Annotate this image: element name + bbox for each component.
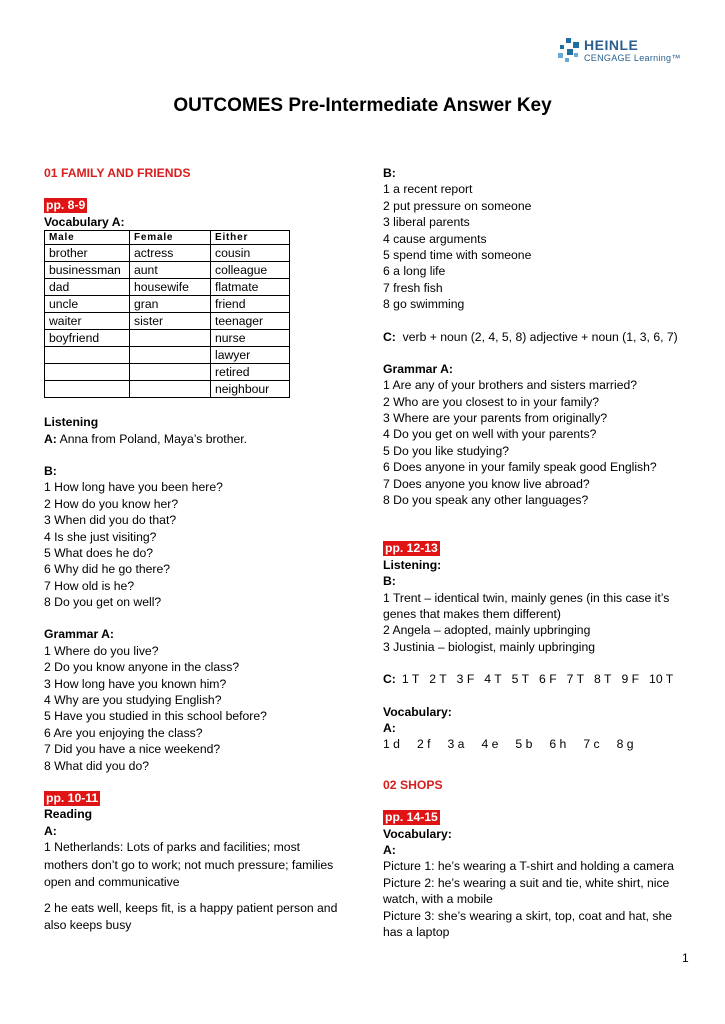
table-cell: lawyer (211, 347, 290, 364)
table-row (45, 262, 290, 279)
table-cell (130, 381, 211, 398)
list-item: 3 When did you do that? (44, 513, 177, 528)
answer-item: 4 e (481, 737, 499, 752)
page-ref-tag: pp. 8-9 (46, 198, 86, 213)
table-cell: friend (211, 296, 290, 313)
list-item: 4 cause arguments (383, 231, 487, 246)
page-title: OUTCOMES Pre-Intermediate Answer Key (173, 95, 552, 116)
table-header-female: Female (130, 231, 211, 245)
table-cell (45, 381, 130, 398)
list-item: 1 a recent report (383, 182, 473, 197)
answer-item: 1 T (401, 672, 420, 687)
answer-item: 3 F (456, 672, 475, 687)
table-row (45, 381, 290, 398)
vocabulary-table (44, 230, 290, 398)
answer-item: 10 T (649, 672, 674, 687)
page-number: 1 (682, 951, 689, 965)
table-cell: waiter (45, 313, 130, 330)
table-cell: boyfriend (45, 330, 130, 347)
list-item: 5 Have you studied in this school before? (44, 709, 267, 724)
list-item: 5 spend time with someone (383, 247, 532, 262)
table-cell: colleague (211, 262, 290, 279)
table-row (45, 313, 290, 330)
table-cell: businessman (45, 262, 130, 279)
picture-answer-2: Picture 2: he’s wearing a suit and tie, white shirt, nice watch, with a mobile (383, 875, 670, 907)
vocabulary-heading: Vocabulary: (383, 704, 452, 719)
list-item: 3 How long have you known him? (44, 676, 227, 691)
list-item: 8 go swimming (383, 297, 465, 312)
listening-answer-2: 2 Angela – adopted, mainly upbringing (383, 623, 591, 638)
list-item: 4 Is she just visiting? (44, 529, 157, 544)
listening-answer-3: 3 Justinia – biologist, mainly upbringing (383, 639, 596, 654)
list-item: 3 liberal parents (383, 215, 470, 230)
exercise-c-answer (383, 329, 683, 345)
vocabulary-a-label: A: (383, 842, 396, 857)
table-cell: sister (130, 313, 211, 330)
answer-item: 7 T (566, 672, 585, 687)
right-column (383, 165, 683, 940)
left-column (44, 165, 344, 935)
table-cell (45, 364, 130, 381)
logo-mark-icon (556, 38, 582, 64)
picture-answer-3: Picture 3: she’s wearing a skirt, top, coat and hat, she has a laptop (383, 908, 673, 939)
answer-item: 5 T (511, 672, 530, 687)
answer-item: 6 h (549, 737, 567, 752)
table-row (45, 245, 290, 262)
list-item: 2 Who are you closest to in your family? (383, 394, 600, 409)
answer-label: A: (44, 431, 57, 446)
collocation-list (383, 181, 683, 312)
table-cell: uncle (45, 296, 130, 313)
list-item: 7 How old is he? (44, 578, 135, 593)
list-item: 2 put pressure on someone (383, 198, 532, 213)
list-item: 6 a long life (383, 264, 446, 279)
list-item: 8 Do you speak any other languages? (383, 493, 589, 508)
list-item: 6 Does anyone in your family speak good English? (383, 460, 657, 475)
section-heading-shops: 02 SHOPS (383, 777, 443, 792)
reading-answer-2: 2 he eats well, keeps fit, is a happy patient person and also keeps busy (44, 900, 338, 933)
reading-heading: Reading (44, 807, 93, 822)
table-header-male: Male (45, 231, 130, 245)
answer-item: 8 g (616, 737, 634, 752)
vocabulary-answers (383, 736, 683, 752)
table-row (45, 279, 290, 296)
answer-item: 2 f (416, 737, 431, 752)
table-cell: gran (130, 296, 211, 313)
answer-item: 9 F (621, 672, 640, 687)
table-cell (45, 347, 130, 364)
answer-item: 3 a (447, 737, 465, 752)
answer-item: 1 d (383, 737, 400, 752)
list-item: 1 How long have you been here? (44, 480, 223, 495)
table-cell: brother (45, 245, 130, 262)
list-item: 7 fresh fish (383, 280, 443, 295)
list-item: 7 Did you have a nice weekend? (44, 742, 221, 757)
table-cell: neighbour (211, 381, 290, 398)
answer-item: 8 T (594, 672, 612, 687)
section-heading-family: 01 FAMILY AND FRIENDS (44, 166, 191, 180)
picture-answer-1: Picture 1: he’s wearing a T-shirt and holding a camera (383, 859, 674, 874)
answer-item: 6 F (539, 672, 557, 687)
table-row (45, 364, 290, 381)
listening-a-answer (44, 431, 344, 447)
answer-item: 7 c (583, 737, 600, 752)
table-body (45, 245, 290, 398)
table-cell: retired (211, 364, 290, 381)
answer-item: 5 b (515, 737, 533, 752)
list-item: 2 How do you know her? (44, 496, 179, 511)
true-false-answers (383, 671, 683, 687)
list-item: 8 What did you do? (44, 758, 150, 773)
table-cell: dad (45, 279, 130, 296)
table-header-either: Either (211, 231, 290, 245)
grammar-a-heading: Grammar A: (44, 627, 114, 642)
table-cell (130, 364, 211, 381)
answer-item: 2 T (429, 672, 447, 687)
list-item: 4 Why are you studying English? (44, 693, 222, 708)
table-cell: housewife (130, 279, 211, 296)
vocabulary-a-label: A: (383, 720, 396, 735)
listening-b-label: B: (383, 574, 396, 589)
exercise-b-list (44, 479, 344, 610)
list-item: 5 What does he do? (44, 545, 154, 560)
answer-label: C: (383, 672, 396, 687)
list-item: 6 Are you enjoying the class? (44, 725, 203, 740)
answer-text: Anna from Poland, Maya’s brother. (56, 431, 248, 446)
list-item: 3 Where are your parents from originally? (383, 411, 608, 426)
table-cell: cousin (211, 245, 290, 262)
listening-heading: Listening: (383, 557, 442, 572)
page-ref-tag: pp. 14-15 (385, 810, 438, 825)
page-ref-tag: pp. 12-13 (385, 541, 438, 556)
table-row (45, 330, 290, 347)
table-cell: aunt (130, 262, 211, 279)
vocabulary-heading: Vocabulary: (383, 826, 452, 841)
table-header-row (45, 231, 290, 245)
list-item: 1 Are any of your brothers and sisters married? (383, 378, 638, 393)
vocab-a-heading: Vocabulary A: (44, 214, 125, 229)
table-cell: teenager (211, 313, 290, 330)
logo-text-cengage: CENGAGE Learning™ (584, 53, 681, 63)
table-cell: flatmate (211, 279, 290, 296)
page-ref-tag: pp. 10-11 (46, 790, 99, 805)
list-item: 7 Does anyone you know live abroad? (383, 476, 590, 491)
publisher-logo (556, 36, 686, 68)
table-cell: actress (130, 245, 211, 262)
answer-label: C: (383, 329, 396, 344)
answer-item: 4 T (484, 672, 502, 687)
grammar-a-list (383, 377, 683, 508)
exercise-b-heading: B: (44, 463, 57, 478)
list-item: 2 Do you know anyone in the class? (44, 660, 240, 675)
list-item: 8 Do you get on well? (44, 595, 162, 610)
grammar-a-heading: Grammar A: (383, 361, 453, 376)
list-item: 1 Where do you live? (44, 643, 159, 658)
reading-answer-1: 1 Netherlands: Lots of parks and facilities; most mothers don’t go to work; not much pressure; families open and communicative (44, 840, 334, 890)
table-row (45, 347, 290, 364)
table-cell (130, 347, 211, 364)
logo-text-heinle: HEINLE (584, 37, 639, 53)
table-cell: nurse (211, 330, 290, 347)
grammar-a-list (44, 643, 344, 774)
list-item: 4 Do you get on well with your parents? (383, 427, 597, 442)
exercise-b-heading: B: (383, 166, 396, 180)
list-item: 5 Do you like studying? (383, 443, 510, 458)
table-cell (130, 330, 211, 347)
listening-answer-1: 1 Trent – identical twin, mainly genes (in this case it’s genes that makes them different) (383, 590, 670, 621)
answer-text: verb + noun (2, 4, 5, 8) adjective + noun (1, 3, 6, 7) (395, 329, 678, 344)
table-row (45, 296, 290, 313)
list-item: 6 Why did he go there? (44, 562, 171, 577)
listening-heading: Listening (44, 415, 99, 430)
reading-a-label: A: (44, 823, 57, 838)
